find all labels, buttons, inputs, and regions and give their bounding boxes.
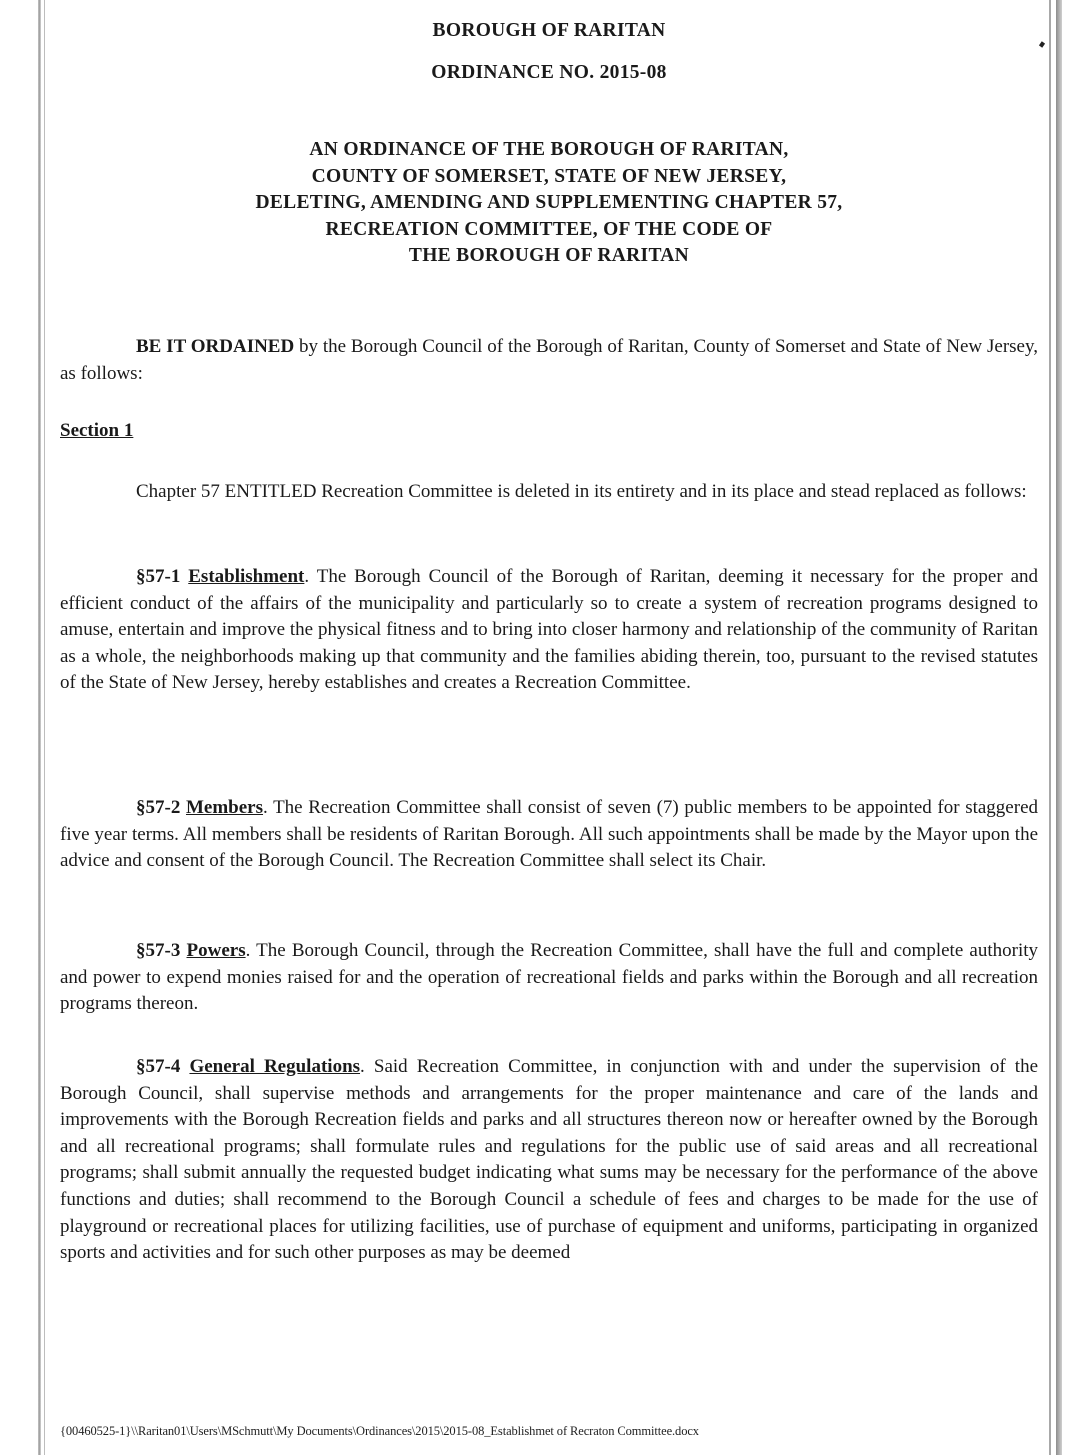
section-57-2 bbox=[60, 795, 1038, 875]
title-line: COUNTY OF SOMERSET, STATE OF NEW JERSEY, bbox=[311, 165, 787, 187]
title-line: RECREATION COMMITTEE, OF THE CODE OF bbox=[325, 218, 773, 240]
section-title: Powers bbox=[186, 940, 246, 961]
title-line: AN ORDINANCE OF THE BOROUGH OF RARITAN, bbox=[309, 139, 789, 160]
enacting-clause bbox=[60, 334, 1038, 387]
enacting-clause-bold: BE IT ORDAINED bbox=[136, 336, 295, 357]
scan-speck bbox=[1039, 41, 1045, 47]
enacting-clause-text: by the Borough Council of the Borough of Raritan, County of Somerset and State of New Jersey, as follows: bbox=[60, 336, 1038, 384]
title-line: THE BOROUGH OF RARITAN bbox=[408, 245, 690, 266]
section-text: . Said Recreation Committee, in conjunction with and under the supervision of the Borough Council, shall supervise methods and arrangements for the proper maintenance and care of the lands and improvements with the Borough Recreation fields and parks and all structures thereon now or hereafter owned by the Borough and all recreational programs; shall formulate rules and regulations for the public use of said areas and all recreational programs; shall submit annually the requested budget indicating what sums may be necessary for the performance of the above functions and duties; shall recommend to the Borough Council a schedule of fees and charges to be made for the use of playground or recreational places for utilizing facilities, use of purchase of equipment and uniforms, participating in organized sports and activities and for such other purposes as may be deemed bbox=[60, 1056, 1039, 1264]
title-line: DELETING, AMENDING AND SUPPLEMENTING CHAPTER 57, bbox=[255, 192, 843, 213]
section-number: §57-1 bbox=[136, 566, 181, 587]
scan-edge-left bbox=[38, 0, 41, 1455]
section-57-4 bbox=[60, 1054, 1038, 1267]
section-number: §57-4 bbox=[136, 1056, 181, 1077]
section-57-1 bbox=[60, 564, 1038, 697]
section-title: Establishment bbox=[188, 566, 305, 587]
scan-edge-right bbox=[1056, 0, 1062, 1455]
scan-edge-right-inner bbox=[1049, 0, 1051, 1455]
section-heading: Section 1 bbox=[60, 420, 134, 441]
chapter-paragraph: Chapter 57 ENTITLED Recreation Committee is deleted in its entirety and in its place and stead replaced as follows: bbox=[136, 481, 1027, 502]
section-text: . The Borough Council of the Borough of Raritan, deeming it necessary for the proper and efficient conduct of the affairs of the municipality and particularly so to create a system of recreation programs designed to amuse, entertain and improve the physical fitness and to bring into closer harmony and relationship of the community of Raritan as a whole, the neighborhoods making up that community and the families abiding therein, too, pursuant to the revised statutes of the State of New Jersey, hereby establishes and creates a Recreation Committee. bbox=[60, 566, 1038, 694]
section-title: Members bbox=[185, 797, 264, 818]
ordinance-title bbox=[60, 137, 1038, 270]
section-number: §57-3 bbox=[136, 940, 181, 961]
section-number: §57-2 bbox=[136, 797, 181, 818]
ordinance-number: ORDINANCE NO. 2015-08 bbox=[431, 62, 667, 83]
section-title: General Regulations bbox=[189, 1056, 361, 1077]
section-57-3 bbox=[60, 938, 1038, 1018]
scan-edge-left-inner bbox=[44, 0, 45, 1455]
section-text: . The Recreation Committee shall consist of seven (7) public members to be appointed for staggered five year terms. All members shall be residents of Raritan Borough. All such appointments shall be made by the Mayor upon the advice and consent of the Borough Council. The Recreation Committee shall select its Chair. bbox=[60, 797, 1038, 872]
document-path-footer: {00460525-1}\\Raritan01\Users\MSchmutt\My Documents\Ordinances\2015\2015-08_Establishmet of Recraton Committee.docx bbox=[60, 1424, 699, 1438]
section-text: . The Borough Council, through the Recreation Committee, shall have the full and complete authority and power to expend monies raised for and the operation of recreational fields and parks within the Borough and all recreation programs thereon. bbox=[60, 940, 1039, 1015]
borough-heading: BOROUGH OF RARITAN bbox=[432, 20, 666, 41]
